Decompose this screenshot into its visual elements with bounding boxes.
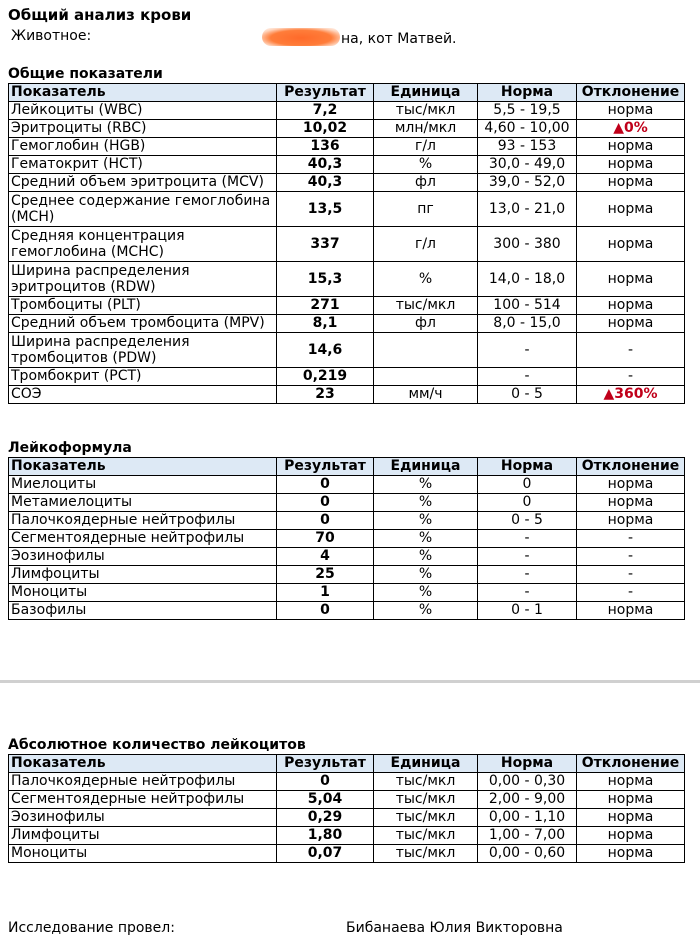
result-cell: 0 [277,773,374,791]
table-row [9,809,685,827]
result-cell: 40,3 [277,174,374,192]
table-row [9,262,685,297]
column-header: Единица [374,84,478,102]
unit-cell: % [374,584,478,602]
deviation-cell: норма [577,227,685,262]
norm-cell: 4,60 - 10,00 [478,120,577,138]
result-cell: 136 [277,138,374,156]
norm-cell: 300 - 380 [478,227,577,262]
norm-cell: 0,00 - 1,10 [478,809,577,827]
table-row [9,476,685,494]
column-header: Показатель [9,84,277,102]
norm-cell: 0 - 5 [478,386,577,404]
norm-cell: - [478,566,577,584]
column-header: Результат [277,755,374,773]
column-header: Результат [277,84,374,102]
norm-cell: 0,00 - 0,30 [478,773,577,791]
indicator-cell: Лимфоциты [9,827,277,845]
norm-cell: - [478,333,577,368]
unit-cell: тыс/мкл [374,791,478,809]
table-row [9,548,685,566]
indicator-cell: Лимфоциты [9,566,277,584]
table-row [9,530,685,548]
norm-cell: 14,0 - 18,0 [478,262,577,297]
deviation-cell: норма [577,262,685,297]
unit-cell [374,368,478,386]
table-row [9,845,685,863]
table-row [9,773,685,791]
unit-cell: % [374,512,478,530]
column-header: Отклонение [577,755,685,773]
result-cell: 4 [277,548,374,566]
unit-cell: % [374,494,478,512]
table-row [9,120,685,138]
table-row [9,584,685,602]
table-row [9,227,685,262]
norm-cell: - [478,548,577,566]
indicator-cell: Среднее содержание гемоглобина (MCH) [9,192,277,227]
table-row [9,791,685,809]
table-row [9,138,685,156]
deviation-cell: - [577,333,685,368]
unit-cell: тыс/мкл [374,845,478,863]
deviation-cell: норма [577,494,685,512]
deviation-cell: ▲0% [577,120,685,138]
norm-cell: 0,00 - 0,60 [478,845,577,863]
norm-cell: - [478,530,577,548]
norm-cell: 1,00 - 7,00 [478,827,577,845]
table-row [9,156,685,174]
result-cell: 0 [277,494,374,512]
result-cell: 8,1 [277,315,374,333]
norm-cell: 100 - 514 [478,297,577,315]
indicator-cell: Сегментоядерные нейтрофилы [9,530,277,548]
result-cell: 70 [277,530,374,548]
section-title-absolute: Абсолютное количество лейкоцитов [8,737,306,753]
deviation-cell: норма [577,827,685,845]
indicator-cell: Гемоглобин (HGB) [9,138,277,156]
result-cell: 13,5 [277,192,374,227]
absolute-count-table [8,754,685,863]
norm-cell: 0 - 5 [478,512,577,530]
column-header: Показатель [9,755,277,773]
deviation-cell: норма [577,791,685,809]
result-cell: 5,04 [277,791,374,809]
result-cell: 40,3 [277,156,374,174]
indicator-cell: Эритроциты (RBC) [9,120,277,138]
column-header: Единица [374,755,478,773]
column-header: Отклонение [577,458,685,476]
deviation-cell: норма [577,192,685,227]
unit-cell: тыс/мкл [374,773,478,791]
norm-cell: 5,5 - 19,5 [478,102,577,120]
result-cell: 14,6 [277,333,374,368]
result-cell: 337 [277,227,374,262]
indicator-cell: Палочкоядерные нейтрофилы [9,773,277,791]
result-cell: 0 [277,602,374,620]
unit-cell: тыс/мкл [374,102,478,120]
indicator-cell: Гематокрит (HCT) [9,156,277,174]
norm-cell: 13,0 - 21,0 [478,192,577,227]
section-title-general: Общие показатели [8,66,163,82]
column-header: Норма [478,458,577,476]
deviation-cell: норма [577,512,685,530]
norm-cell: 2,00 - 9,00 [478,791,577,809]
deviation-cell: - [577,548,685,566]
result-cell: 0 [277,512,374,530]
deviation-cell: норма [577,773,685,791]
deviation-cell: норма [577,138,685,156]
unit-cell: пг [374,192,478,227]
column-header: Единица [374,458,478,476]
indicator-cell: Базофилы [9,602,277,620]
result-cell: 271 [277,297,374,315]
result-cell: 15,3 [277,262,374,297]
table-row [9,386,685,404]
unit-cell [374,333,478,368]
deviation-cell: - [577,584,685,602]
table-header-row [9,755,685,773]
unit-cell: млн/мкл [374,120,478,138]
norm-cell: - [478,368,577,386]
column-header: Норма [478,84,577,102]
column-header: Норма [478,755,577,773]
indicator-cell: Средний объем тромбоцита (MPV) [9,315,277,333]
column-header: Показатель [9,458,277,476]
indicator-cell: Ширина распределения эритроцитов (RDW) [9,262,277,297]
deviation-cell: - [577,530,685,548]
redaction-mark [262,28,340,46]
deviation-cell: норма [577,602,685,620]
deviation-cell: норма [577,297,685,315]
table-header-row [9,458,685,476]
indicator-cell: Средняя концентрация гемоглобина (MCHC) [9,227,277,262]
indicator-cell: Моноциты [9,845,277,863]
deviation-cell: норма [577,156,685,174]
indicator-cell: Эозинофилы [9,548,277,566]
table-row [9,566,685,584]
column-header: Результат [277,458,374,476]
indicator-cell: Ширина распределения тромбоцитов (PDW) [9,333,277,368]
unit-cell: % [374,602,478,620]
indicator-cell: Средний объем эритроцита (MCV) [9,174,277,192]
table-row [9,192,685,227]
column-header: Отклонение [577,84,685,102]
result-cell: 25 [277,566,374,584]
leukoformula-table [8,457,685,620]
table-row [9,315,685,333]
result-cell: 0,219 [277,368,374,386]
unit-cell: фл [374,315,478,333]
indicator-cell: Тромбоциты (PLT) [9,297,277,315]
result-cell: 0 [277,476,374,494]
deviation-cell: норма [577,174,685,192]
indicator-cell: Моноциты [9,584,277,602]
norm-cell: 0 [478,476,577,494]
unit-cell: тыс/мкл [374,297,478,315]
deviation-cell: норма [577,845,685,863]
unit-cell: % [374,476,478,494]
table-row [9,333,685,368]
deviation-cell: норма [577,809,685,827]
indicator-cell: Палочкоядерные нейтрофилы [9,512,277,530]
table-row [9,494,685,512]
result-cell: 0,07 [277,845,374,863]
unit-cell: % [374,156,478,174]
indicator-cell: Лейкоциты (WBC) [9,102,277,120]
unit-cell: % [374,566,478,584]
page-divider [0,680,700,683]
examiner-name: Бибанаева Юлия Викторовна [346,920,563,936]
unit-cell: % [374,530,478,548]
table-row [9,602,685,620]
norm-cell: 39,0 - 52,0 [478,174,577,192]
result-cell: 10,02 [277,120,374,138]
unit-cell: % [374,548,478,566]
deviation-cell: - [577,566,685,584]
indicator-cell: СОЭ [9,386,277,404]
unit-cell: % [374,262,478,297]
norm-cell: 93 - 153 [478,138,577,156]
table-row [9,174,685,192]
unit-cell: мм/ч [374,386,478,404]
unit-cell: тыс/мкл [374,809,478,827]
deviation-cell: норма [577,315,685,333]
indicator-cell: Эозинофилы [9,809,277,827]
result-cell: 1,80 [277,827,374,845]
animal-value-line [262,28,457,47]
unit-cell: тыс/мкл [374,827,478,845]
page-title: Общий анализ крови [8,6,192,24]
deviation-cell: норма [577,476,685,494]
indicator-cell: Метамиелоциты [9,494,277,512]
unit-cell: г/л [374,138,478,156]
table-row [9,827,685,845]
unit-cell: г/л [374,227,478,262]
deviation-cell: - [577,368,685,386]
norm-cell: 30,0 - 49,0 [478,156,577,174]
norm-cell: - [478,584,577,602]
norm-cell: 0 - 1 [478,602,577,620]
deviation-cell: норма [577,102,685,120]
result-cell: 0,29 [277,809,374,827]
deviation-cell: ▲360% [577,386,685,404]
result-cell: 7,2 [277,102,374,120]
table-header-row [9,84,685,102]
table-row [9,297,685,315]
indicator-cell: Сегментоядерные нейтрофилы [9,791,277,809]
norm-cell: 8,0 - 15,0 [478,315,577,333]
general-table [8,83,685,404]
examiner-label: Исследование провел: [8,920,175,936]
result-cell: 23 [277,386,374,404]
indicator-cell: Миелоциты [9,476,277,494]
table-row [9,512,685,530]
indicator-cell: Тромбокрит (PCT) [9,368,277,386]
table-row [9,102,685,120]
section-title-leukoformula: Лейкоформула [8,440,132,456]
table-row [9,368,685,386]
animal-label: Животное: [11,28,92,44]
norm-cell: 0 [478,494,577,512]
unit-cell: фл [374,174,478,192]
animal-value: на, кот Матвей. [341,31,457,47]
result-cell: 1 [277,584,374,602]
